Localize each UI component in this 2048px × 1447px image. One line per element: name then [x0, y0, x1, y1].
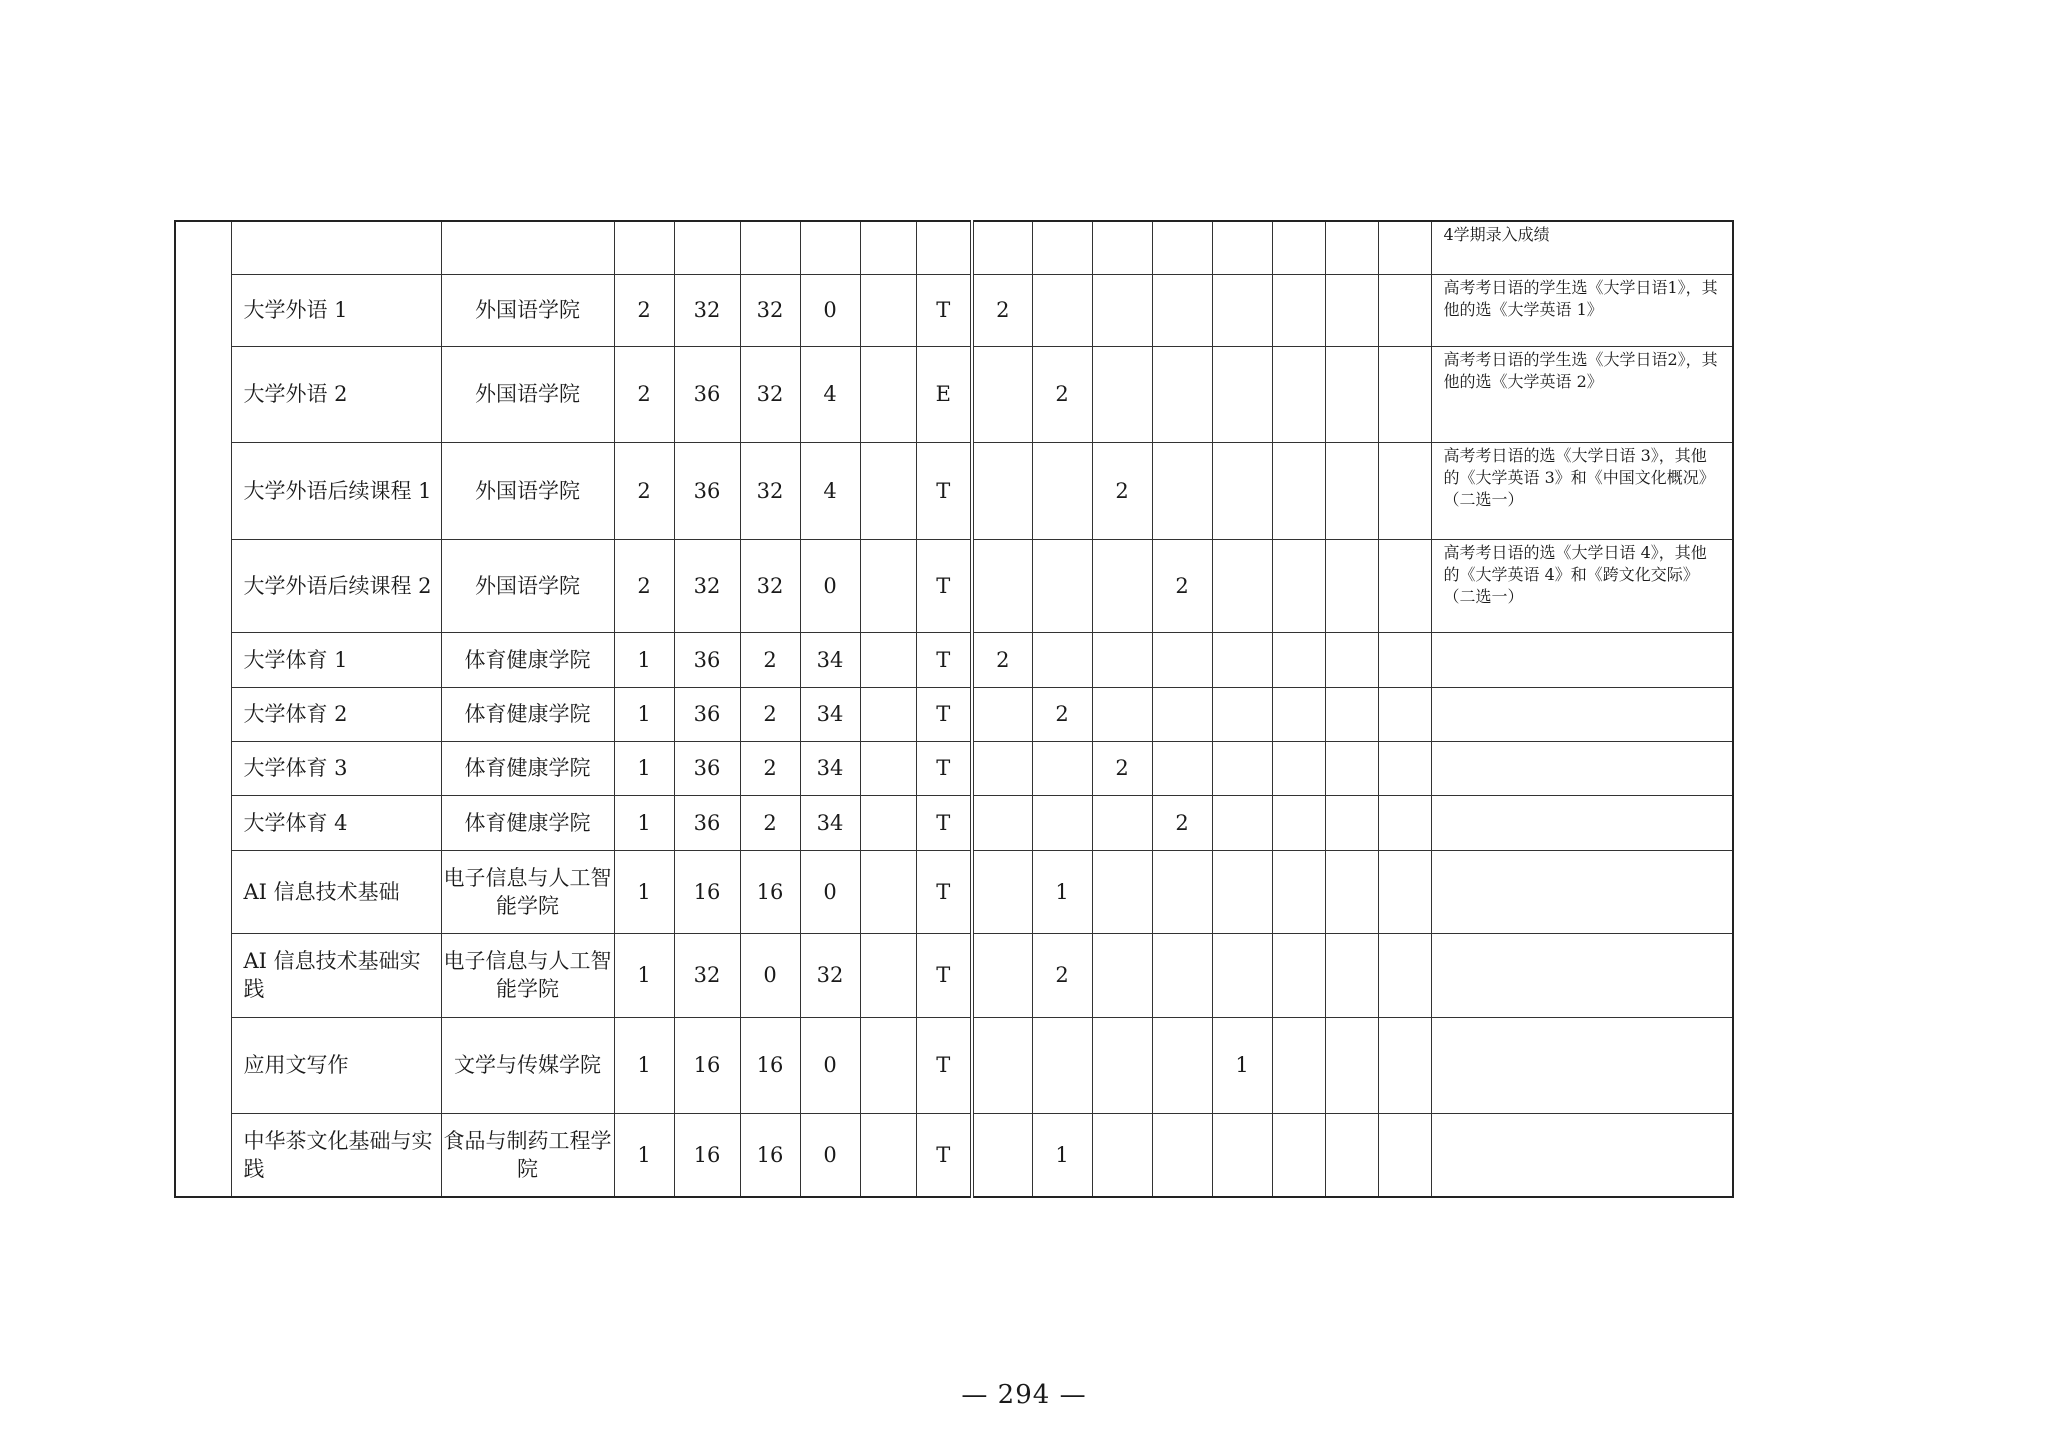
course-name-cell: AI 信息技术基础 — [231, 850, 441, 933]
blank-cell — [860, 274, 916, 346]
blank-cell — [860, 687, 916, 741]
semester-8-cell — [1378, 687, 1431, 741]
semester-7-cell — [1325, 795, 1378, 850]
semester-1-cell: 2 — [972, 274, 1032, 346]
credits-cell: 1 — [614, 850, 674, 933]
semester-3-cell — [1092, 933, 1152, 1017]
semester-5-cell — [1212, 221, 1272, 274]
semester-8-cell — [1378, 442, 1431, 539]
semester-4-cell — [1152, 346, 1212, 442]
semester-6-cell — [1272, 1113, 1325, 1197]
college-cell: 电子信息与人工智能学院 — [441, 933, 614, 1017]
credits-cell: 2 — [614, 274, 674, 346]
college-cell: 食品与制药工程学院 — [441, 1113, 614, 1197]
practice-hours-cell: 0 — [800, 1017, 860, 1113]
course-table-container — [174, 220, 1734, 1198]
semester-2-cell: 2 — [1032, 346, 1092, 442]
credits-cell: 2 — [614, 346, 674, 442]
total-hours-cell: 16 — [674, 850, 740, 933]
semester-2-cell: 2 — [1032, 687, 1092, 741]
exam-type-cell: T — [916, 741, 972, 795]
note-cell — [1431, 741, 1733, 795]
note-cell — [1431, 795, 1733, 850]
semester-2-cell: 2 — [1032, 933, 1092, 1017]
total-hours-cell: 36 — [674, 442, 740, 539]
semester-4-cell — [1152, 741, 1212, 795]
total-hours-cell: 36 — [674, 346, 740, 442]
lecture-hours-cell: 16 — [740, 1113, 800, 1197]
table-row — [175, 687, 1733, 741]
exam-type-cell — [916, 221, 972, 274]
semester-8-cell — [1378, 539, 1431, 632]
college-cell: 外国语学院 — [441, 539, 614, 632]
semester-7-cell — [1325, 850, 1378, 933]
semester-3-cell — [1092, 221, 1152, 274]
exam-type-cell: T — [916, 933, 972, 1017]
table-row — [175, 933, 1733, 1017]
semester-3-cell — [1092, 274, 1152, 346]
blank-cell — [860, 632, 916, 687]
semester-8-cell — [1378, 741, 1431, 795]
practice-hours-cell: 34 — [800, 741, 860, 795]
lecture-hours-cell: 2 — [740, 741, 800, 795]
semester-5-cell — [1212, 442, 1272, 539]
exam-type-cell: T — [916, 632, 972, 687]
course-table — [174, 220, 1734, 1198]
semester-8-cell — [1378, 632, 1431, 687]
course-name-cell: 大学体育 1 — [231, 632, 441, 687]
college-cell: 外国语学院 — [441, 346, 614, 442]
blank-cell — [860, 795, 916, 850]
semester-5-cell — [1212, 687, 1272, 741]
lecture-hours-cell: 32 — [740, 442, 800, 539]
semester-4-cell — [1152, 1017, 1212, 1113]
table-row — [175, 274, 1733, 346]
blank-cell — [860, 741, 916, 795]
practice-hours-cell: 0 — [800, 539, 860, 632]
semester-4-cell: 2 — [1152, 539, 1212, 632]
exam-type-cell: T — [916, 687, 972, 741]
blank-cell — [860, 346, 916, 442]
exam-type-cell: T — [916, 442, 972, 539]
semester-5-cell — [1212, 795, 1272, 850]
table-row — [175, 741, 1733, 795]
semester-6-cell — [1272, 346, 1325, 442]
semester-4-cell — [1152, 687, 1212, 741]
total-hours-cell: 36 — [674, 632, 740, 687]
semester-8-cell — [1378, 221, 1431, 274]
note-cell — [1431, 1017, 1733, 1113]
semester-6-cell — [1272, 632, 1325, 687]
practice-hours-cell: 0 — [800, 274, 860, 346]
course-name-cell: 大学体育 3 — [231, 741, 441, 795]
course-name-cell: 大学外语 1 — [231, 274, 441, 346]
category-cell — [175, 221, 231, 1197]
semester-3-cell — [1092, 346, 1152, 442]
semester-1-cell — [972, 442, 1032, 539]
college-cell: 体育健康学院 — [441, 632, 614, 687]
semester-6-cell — [1272, 687, 1325, 741]
semester-1-cell — [972, 346, 1032, 442]
course-name-cell: AI 信息技术基础实践 — [231, 933, 441, 1017]
semester-5-cell — [1212, 346, 1272, 442]
semester-3-cell — [1092, 687, 1152, 741]
semester-2-cell — [1032, 274, 1092, 346]
semester-8-cell — [1378, 850, 1431, 933]
table-row — [175, 1017, 1733, 1113]
semester-8-cell — [1378, 346, 1431, 442]
lecture-hours-cell: 32 — [740, 539, 800, 632]
blank-cell — [860, 850, 916, 933]
practice-hours-cell: 34 — [800, 632, 860, 687]
semester-3-cell — [1092, 795, 1152, 850]
exam-type-cell: T — [916, 850, 972, 933]
semester-5-cell — [1212, 741, 1272, 795]
semester-3-cell — [1092, 539, 1152, 632]
course-name-cell: 大学外语 2 — [231, 346, 441, 442]
semester-7-cell — [1325, 687, 1378, 741]
note-cell: 高考考日语的学生选《大学日语1》，其他的选《大学英语 1》 — [1431, 274, 1733, 346]
credits-cell: 1 — [614, 687, 674, 741]
semester-3-cell — [1092, 632, 1152, 687]
semester-4-cell — [1152, 1113, 1212, 1197]
college-cell: 电子信息与人工智能学院 — [441, 850, 614, 933]
semester-6-cell — [1272, 795, 1325, 850]
blank-cell — [860, 1017, 916, 1113]
semester-1-cell — [972, 221, 1032, 274]
semester-6-cell — [1272, 221, 1325, 274]
semester-8-cell — [1378, 1017, 1431, 1113]
semester-5-cell — [1212, 1113, 1272, 1197]
credits-cell — [614, 221, 674, 274]
lecture-hours-cell: 0 — [740, 933, 800, 1017]
exam-type-cell: E — [916, 346, 972, 442]
exam-type-cell: T — [916, 1017, 972, 1113]
semester-1-cell — [972, 795, 1032, 850]
practice-hours-cell: 0 — [800, 1113, 860, 1197]
exam-type-cell: T — [916, 1113, 972, 1197]
total-hours-cell: 16 — [674, 1113, 740, 1197]
note-cell: 高考考日语的选《大学日语 4》，其他的《大学英语 4》和《跨文化交际》（二选一） — [1431, 539, 1733, 632]
semester-3-cell — [1092, 1017, 1152, 1113]
practice-hours-cell: 4 — [800, 346, 860, 442]
lecture-hours-cell: 16 — [740, 1017, 800, 1113]
total-hours-cell: 32 — [674, 274, 740, 346]
semester-6-cell — [1272, 274, 1325, 346]
semester-1-cell — [972, 933, 1032, 1017]
semester-1-cell — [972, 687, 1032, 741]
semester-1-cell — [972, 1017, 1032, 1113]
credits-cell: 1 — [614, 933, 674, 1017]
lecture-hours-cell: 32 — [740, 346, 800, 442]
semester-7-cell — [1325, 539, 1378, 632]
note-cell — [1431, 1113, 1733, 1197]
lecture-hours-cell: 2 — [740, 795, 800, 850]
credits-cell: 1 — [614, 1017, 674, 1113]
semester-1-cell — [972, 741, 1032, 795]
semester-6-cell — [1272, 850, 1325, 933]
semester-7-cell — [1325, 1113, 1378, 1197]
semester-7-cell — [1325, 221, 1378, 274]
semester-7-cell — [1325, 632, 1378, 687]
course-table-body — [175, 221, 1733, 1197]
semester-2-cell — [1032, 539, 1092, 632]
lecture-hours-cell: 32 — [740, 274, 800, 346]
semester-4-cell — [1152, 850, 1212, 933]
semester-6-cell — [1272, 1017, 1325, 1113]
semester-2-cell — [1032, 795, 1092, 850]
semester-5-cell — [1212, 933, 1272, 1017]
semester-5-cell — [1212, 632, 1272, 687]
table-row — [175, 795, 1733, 850]
semester-4-cell — [1152, 221, 1212, 274]
semester-5-cell — [1212, 539, 1272, 632]
semester-2-cell — [1032, 632, 1092, 687]
lecture-hours-cell — [740, 221, 800, 274]
college-cell: 体育健康学院 — [441, 795, 614, 850]
course-name-cell: 中华茶文化基础与实践 — [231, 1113, 441, 1197]
blank-cell — [860, 221, 916, 274]
semester-4-cell — [1152, 442, 1212, 539]
table-row — [175, 850, 1733, 933]
table-row — [175, 346, 1733, 442]
blank-cell — [860, 539, 916, 632]
semester-3-cell — [1092, 850, 1152, 933]
semester-1-cell — [972, 1113, 1032, 1197]
note-cell: 高考考日语的学生选《大学日语2》，其他的选《大学英语 2》 — [1431, 346, 1733, 442]
note-cell — [1431, 933, 1733, 1017]
semester-4-cell — [1152, 274, 1212, 346]
total-hours-cell: 32 — [674, 539, 740, 632]
college-cell — [441, 221, 614, 274]
blank-cell — [860, 1113, 916, 1197]
lecture-hours-cell: 16 — [740, 850, 800, 933]
semester-2-cell — [1032, 1017, 1092, 1113]
semester-7-cell — [1325, 346, 1378, 442]
semester-4-cell: 2 — [1152, 795, 1212, 850]
semester-3-cell: 2 — [1092, 741, 1152, 795]
blank-cell — [860, 442, 916, 539]
total-hours-cell: 36 — [674, 741, 740, 795]
semester-8-cell — [1378, 933, 1431, 1017]
note-cell: 4学期录入成绩 — [1431, 221, 1733, 274]
total-hours-cell: 36 — [674, 687, 740, 741]
total-hours-cell: 36 — [674, 795, 740, 850]
college-cell: 外国语学院 — [441, 442, 614, 539]
semester-1-cell — [972, 539, 1032, 632]
semester-2-cell — [1032, 221, 1092, 274]
semester-1-cell: 2 — [972, 632, 1032, 687]
semester-7-cell — [1325, 274, 1378, 346]
blank-cell — [860, 933, 916, 1017]
practice-hours-cell: 4 — [800, 442, 860, 539]
semester-7-cell — [1325, 442, 1378, 539]
semester-2-cell — [1032, 741, 1092, 795]
semester-8-cell — [1378, 274, 1431, 346]
credits-cell: 1 — [614, 741, 674, 795]
semester-2-cell — [1032, 442, 1092, 539]
semester-4-cell — [1152, 933, 1212, 1017]
table-row — [175, 221, 1733, 274]
practice-hours-cell: 34 — [800, 795, 860, 850]
semester-1-cell — [972, 850, 1032, 933]
semester-2-cell: 1 — [1032, 1113, 1092, 1197]
semester-6-cell — [1272, 442, 1325, 539]
semester-7-cell — [1325, 933, 1378, 1017]
credits-cell: 2 — [614, 539, 674, 632]
note-cell — [1431, 632, 1733, 687]
note-cell — [1431, 850, 1733, 933]
college-cell: 外国语学院 — [441, 274, 614, 346]
practice-hours-cell — [800, 221, 860, 274]
course-name-cell: 大学外语后续课程 2 — [231, 539, 441, 632]
semester-7-cell — [1325, 741, 1378, 795]
exam-type-cell: T — [916, 539, 972, 632]
note-cell — [1431, 687, 1733, 741]
semester-6-cell — [1272, 539, 1325, 632]
semester-8-cell — [1378, 1113, 1431, 1197]
semester-8-cell — [1378, 795, 1431, 850]
credits-cell: 2 — [614, 442, 674, 539]
total-hours-cell: 16 — [674, 1017, 740, 1113]
semester-3-cell: 2 — [1092, 442, 1152, 539]
semester-6-cell — [1272, 933, 1325, 1017]
lecture-hours-cell: 2 — [740, 632, 800, 687]
exam-type-cell: T — [916, 795, 972, 850]
exam-type-cell: T — [916, 274, 972, 346]
semester-4-cell — [1152, 632, 1212, 687]
semester-6-cell — [1272, 741, 1325, 795]
course-name-cell: 大学外语后续课程 1 — [231, 442, 441, 539]
semester-5-cell — [1212, 274, 1272, 346]
semester-2-cell: 1 — [1032, 850, 1092, 933]
course-name-cell — [231, 221, 441, 274]
total-hours-cell — [674, 221, 740, 274]
note-cell: 高考考日语的选《大学日语 3》，其他的《大学英语 3》和《中国文化概况》（二选一） — [1431, 442, 1733, 539]
college-cell: 体育健康学院 — [441, 687, 614, 741]
semester-7-cell — [1325, 1017, 1378, 1113]
course-name-cell: 大学体育 2 — [231, 687, 441, 741]
practice-hours-cell: 0 — [800, 850, 860, 933]
credits-cell: 1 — [614, 632, 674, 687]
college-cell: 体育健康学院 — [441, 741, 614, 795]
semester-5-cell — [1212, 850, 1272, 933]
course-name-cell: 应用文写作 — [231, 1017, 441, 1113]
semester-5-cell: 1 — [1212, 1017, 1272, 1113]
page-number: — 294 — — [961, 1380, 1087, 1410]
credits-cell: 1 — [614, 795, 674, 850]
credits-cell: 1 — [614, 1113, 674, 1197]
semester-3-cell — [1092, 1113, 1152, 1197]
table-row — [175, 1113, 1733, 1197]
course-name-cell: 大学体育 4 — [231, 795, 441, 850]
practice-hours-cell: 32 — [800, 933, 860, 1017]
table-row — [175, 632, 1733, 687]
table-row — [175, 539, 1733, 632]
total-hours-cell: 32 — [674, 933, 740, 1017]
table-row — [175, 442, 1733, 539]
lecture-hours-cell: 2 — [740, 687, 800, 741]
practice-hours-cell: 34 — [800, 687, 860, 741]
college-cell: 文学与传媒学院 — [441, 1017, 614, 1113]
